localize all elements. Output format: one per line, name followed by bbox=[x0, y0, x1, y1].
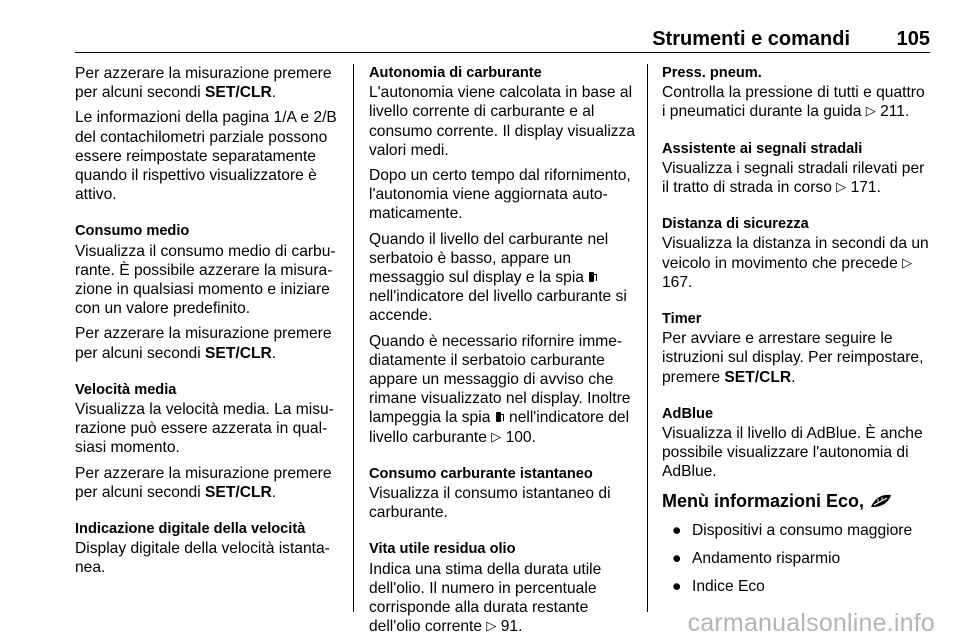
section-text-oil-life: Indica una stima della durata utile dell'olio. Il numero in percentuale corrisponde alla durata restante dell'olio corrente ▷ 91. bbox=[369, 560, 602, 636]
list-item: ● Dispositivi a consumo maggiore bbox=[672, 521, 913, 539]
section-text-digital-speed: Display digitale della velocità istantanea. bbox=[75, 540, 330, 577]
refuel-warning-paragraph: Quando è necessario rifornire immediatamente il serbatoio carburante appare un messaggio di avviso che rimane visualizzato nel display. Inoltre lampeggia la spia nell'indicatore del livello carburante ▷ 100. bbox=[369, 332, 631, 446]
section-title-avg-speed: Velocità media bbox=[75, 381, 177, 398]
page-reference[interactable]: 91 bbox=[500, 618, 519, 636]
reset-paragraph: Per azzerare la misurazione premere per alcuni secondi SET/CLR. bbox=[75, 65, 332, 102]
fuel-pump-icon bbox=[588, 271, 598, 283]
eco-menu-list bbox=[662, 521, 932, 597]
section-title-timer: Timer bbox=[662, 311, 702, 328]
eco-leaf-icon bbox=[869, 493, 893, 509]
page-number: 105 bbox=[896, 28, 930, 50]
column-2 bbox=[369, 64, 637, 642]
section-title-safe-distance: Distanza di sicurezza bbox=[662, 216, 809, 233]
reset-paragraph: Per azzerare la misurazione premere per alcuni secondi SET/CLR. bbox=[75, 325, 332, 362]
eco-menu-heading: Menù informazioni Eco, bbox=[662, 492, 932, 511]
section-title-traffic-sign: Assistente ai segnali stradali bbox=[662, 140, 863, 157]
section-text-timer: Per avviare e arrestare seguire le istruzioni sul display. Per reimpostare, premere SET/CLR. bbox=[662, 330, 924, 386]
page-title: Strumenti e comandi bbox=[652, 28, 850, 50]
reset-paragraph: Per azzerare la misurazione premere per alcuni secondi SET/CLR. bbox=[75, 464, 332, 501]
bullet-icon: ● bbox=[672, 521, 682, 539]
section-title-fuel-range: Autonomia di carburante bbox=[369, 65, 542, 81]
section-text-adblue: Visualizza il livello di AdBlue. È anche possibile visualizzare l'autonomia di AdBlue. bbox=[662, 425, 923, 481]
column-divider-1 bbox=[353, 64, 354, 612]
page-ref-arrow-icon: ▷ bbox=[486, 618, 497, 634]
page-ref-arrow-icon: ▷ bbox=[491, 428, 502, 444]
section-title-tire-pressure: Press. pneum. bbox=[662, 65, 762, 81]
section-text-safe-distance: Visualizza la distanza in secondi da un veicolo in movimento che precede ▷ 167. bbox=[662, 235, 929, 291]
page-reference[interactable]: 171 bbox=[850, 179, 877, 197]
page-ref-arrow-icon: ▷ bbox=[836, 179, 847, 195]
list-item: ● Andamento risparmio bbox=[672, 550, 841, 568]
section-text-instant-consumption: Visualizza il consumo istantaneo di carburante. bbox=[369, 485, 611, 522]
page-reference[interactable]: 211 bbox=[880, 103, 905, 121]
section-title-oil-life: Vita utile residua olio bbox=[369, 541, 516, 558]
low-fuel-paragraph: Quando il livello del carburante nel serbatoio è basso, appare un messaggio sul display e la spia nell'indicatore del livello carburante si accende. bbox=[369, 230, 627, 325]
fuel-range-update-paragraph: Dopo un certo tempo dal rifornimento, l'autonomia viene aggiornata automaticamente. bbox=[369, 167, 631, 223]
section-text-avg-speed: Visualizza la velocità media. La misurazione può essere azzerata in qualsiasi momento. bbox=[75, 401, 334, 457]
watermark: carmanualsonline.info bbox=[687, 609, 935, 637]
page-ref-arrow-icon: ▷ bbox=[902, 254, 913, 270]
list-item: ● Indice Eco bbox=[672, 578, 765, 596]
section-title-digital-speed: Indicazione digitale della velocità bbox=[75, 521, 306, 538]
header-divider bbox=[75, 52, 930, 53]
section-title-avg-consumption: Consumo medio bbox=[75, 223, 190, 240]
section-title-adblue: AdBlue bbox=[662, 405, 714, 422]
fuel-pump-icon bbox=[495, 411, 505, 423]
page-header bbox=[75, 28, 930, 48]
section-text-traffic-sign: Visualizza i segnali stradali rilevati per il tratto di strada in corso ▷ 171. bbox=[662, 159, 925, 197]
page-reference[interactable]: 167 bbox=[662, 273, 689, 291]
column-3 bbox=[662, 64, 932, 605]
trip-info-paragraph: Le informazioni della pagina 1/A e 2/B del contachilometri parziale possono essere reimpostate separatamente quando il rispettivo visualizzatore è attivo. bbox=[75, 109, 337, 204]
column-1 bbox=[75, 64, 343, 584]
bullet-icon: ● bbox=[672, 578, 682, 596]
section-text-fuel-range: L'autonomia viene calcolata in base al livello corrente di carburante e al consumo corrente. Il display visualizza valori medi. bbox=[369, 84, 636, 159]
section-title-instant-consumption: Consumo carburante istantaneo bbox=[369, 465, 593, 482]
page-reference[interactable]: 100 bbox=[505, 428, 532, 446]
section-text-tire-pressure: Controlla la pressione di tutti e quattro i pneumatici durante la guida ▷ 211. bbox=[662, 84, 925, 121]
bullet-icon: ● bbox=[672, 550, 682, 568]
column-divider-2 bbox=[647, 64, 648, 612]
page-ref-arrow-icon: ▷ bbox=[865, 103, 876, 119]
section-text-avg-consumption: Visualizza il consumo medio di carburante. È possibile azzerare la misurazione in qualsiasi momento e iniziare con un valore predefinito. bbox=[75, 242, 336, 318]
